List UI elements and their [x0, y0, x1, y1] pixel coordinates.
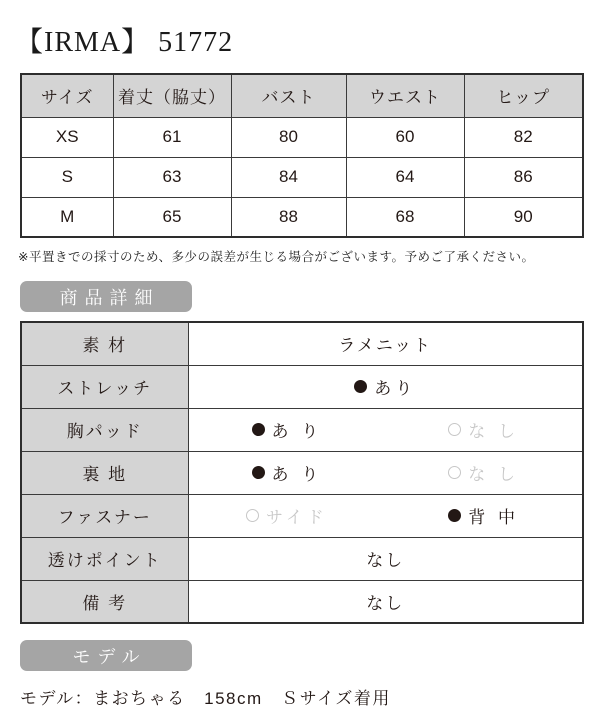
waist-cell: 68	[346, 197, 464, 237]
size-table-header-row	[21, 74, 583, 117]
length-cell: 63	[113, 157, 231, 197]
option-label: あ り	[271, 422, 323, 441]
option-stretch-ari	[354, 374, 416, 399]
detail-row-sheer-point	[21, 537, 583, 580]
hip-cell: 90	[464, 197, 583, 237]
option-fastener-side	[246, 503, 328, 528]
option-label: あり	[374, 379, 417, 398]
radio-circle-icon	[448, 466, 461, 479]
detail-label: 裏 地	[21, 451, 188, 494]
details-section-badge: 商品詳細	[20, 281, 192, 312]
size-cell: M	[21, 197, 113, 237]
option-label: な し	[468, 465, 519, 484]
length-col-header: 着丈（脇丈）	[113, 74, 231, 117]
detail-label: 素 材	[21, 322, 188, 365]
detail-row-remarks	[21, 580, 583, 623]
size-cell: XS	[21, 117, 113, 157]
option-label: サイド	[265, 508, 328, 527]
radio-circle-icon	[252, 423, 265, 436]
bust-col-header: バスト	[231, 74, 346, 117]
radio-circle-icon	[252, 466, 265, 479]
waist-cell: 64	[346, 157, 464, 197]
size-row-s	[21, 157, 583, 197]
radio-circle-icon	[448, 423, 461, 436]
size-col-header: サイズ	[21, 74, 113, 117]
length-cell: 61	[113, 117, 231, 157]
detail-label: 備 考	[21, 580, 188, 623]
size-table	[20, 73, 584, 238]
option-label: 背 中	[468, 508, 519, 527]
detail-row-lining	[21, 451, 583, 494]
option-lining-ari	[252, 460, 323, 485]
size-row-m	[21, 197, 583, 237]
detail-label: ファスナー	[21, 494, 188, 537]
option-label: な し	[468, 422, 519, 441]
hip-cell: 86	[464, 157, 583, 197]
product-spec-sheet	[0, 20, 600, 720]
detail-label: 透けポイント	[21, 537, 188, 580]
detail-label: ストレッチ	[21, 365, 188, 408]
bust-cell: 88	[231, 197, 346, 237]
detail-row-stretch	[21, 365, 583, 408]
page-title: 【IRMA】 51772	[15, 27, 234, 58]
length-cell: 65	[113, 197, 231, 237]
detail-label: 胸パッド	[21, 408, 188, 451]
detail-row-chest-pad	[21, 408, 583, 451]
option-label: あ り	[271, 465, 323, 484]
bust-cell: 84	[231, 157, 346, 197]
detail-value: なし	[188, 580, 583, 623]
detail-value: なし	[188, 537, 583, 580]
size-row-xs	[21, 117, 583, 157]
measurement-note: ※平置きでの採寸のため、多少の誤差が生じる場合がございます。予めご了承ください。	[18, 250, 535, 264]
waist-cell: 60	[346, 117, 464, 157]
details-table	[20, 321, 584, 624]
radio-circle-icon	[448, 509, 461, 522]
option-pad-nashi	[448, 417, 519, 442]
hip-col-header: ヒップ	[464, 74, 583, 117]
hip-cell: 82	[464, 117, 583, 157]
option-pad-ari	[252, 417, 323, 442]
detail-row-material	[21, 322, 583, 365]
size-cell: S	[21, 157, 113, 197]
detail-value: ラメニット	[188, 322, 583, 365]
bust-cell: 80	[231, 117, 346, 157]
detail-row-fastener	[21, 494, 583, 537]
radio-circle-icon	[354, 380, 367, 393]
option-lining-nashi	[448, 460, 519, 485]
waist-col-header: ウエスト	[346, 74, 464, 117]
model-section-badge: モデル	[20, 640, 192, 671]
option-fastener-back	[448, 503, 519, 528]
model-info: モデル：まおちゃる 158cm Ｓサイズ着用	[20, 689, 391, 708]
radio-circle-icon	[246, 509, 259, 522]
